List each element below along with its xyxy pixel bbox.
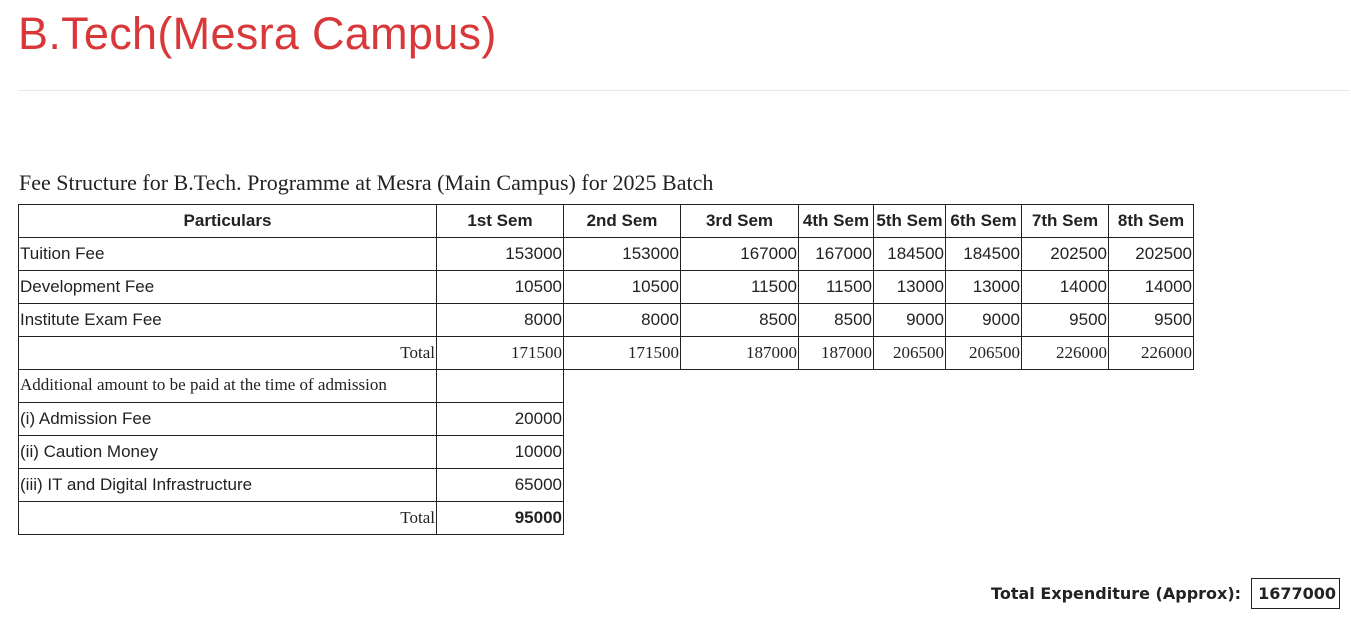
header-sem-8: 8th Sem xyxy=(1109,205,1194,238)
row-label: (ii) Caution Money xyxy=(19,436,437,469)
total-expenditure-label: Total Expenditure (Approx): xyxy=(991,584,1242,603)
blank-area xyxy=(564,469,1194,502)
total-value: 171500 xyxy=(564,337,681,370)
cell-value: 153000 xyxy=(564,238,681,271)
cell-value: 8500 xyxy=(799,304,874,337)
total-expenditure-value: 1677000 xyxy=(1251,578,1340,609)
cell-value: 8000 xyxy=(437,304,564,337)
blank-area xyxy=(564,436,1194,469)
cell-value: 9500 xyxy=(1022,304,1109,337)
cell-value: 167000 xyxy=(681,238,799,271)
cell-value: 202500 xyxy=(1109,238,1194,271)
cell-value: 9000 xyxy=(946,304,1022,337)
cell-value: 14000 xyxy=(1022,271,1109,304)
cell-value: 14000 xyxy=(1109,271,1194,304)
cell-value: 20000 xyxy=(437,403,564,436)
table-row-total xyxy=(19,337,1194,370)
total-value: 187000 xyxy=(681,337,799,370)
header-sem-1: 1st Sem xyxy=(437,205,564,238)
total-expenditure xyxy=(991,578,1340,609)
row-label: (i) Admission Fee xyxy=(19,403,437,436)
row-label: Development Fee xyxy=(19,271,437,304)
total-value: 226000 xyxy=(1022,337,1109,370)
cell-value: 8500 xyxy=(681,304,799,337)
additional-amount-label: Additional amount to be paid at the time of admission xyxy=(19,370,437,403)
total-value: 226000 xyxy=(1109,337,1194,370)
row-label: Tuition Fee xyxy=(19,238,437,271)
header-sem-5: 5th Sem xyxy=(874,205,946,238)
cell-value: 13000 xyxy=(874,271,946,304)
table-row-additional-heading xyxy=(19,370,1194,403)
cell-value: 11500 xyxy=(681,271,799,304)
cell-value: 10500 xyxy=(437,271,564,304)
table-row-caution-money xyxy=(19,436,1194,469)
total-label: Total xyxy=(19,502,437,535)
table-row-admission-fee xyxy=(19,403,1194,436)
cell-value: 8000 xyxy=(564,304,681,337)
fee-structure-table xyxy=(18,204,1194,535)
title-divider xyxy=(18,90,1350,91)
cell-value: 184500 xyxy=(874,238,946,271)
total-label: Total xyxy=(19,337,437,370)
total-value: 95000 xyxy=(437,502,564,535)
cell-value: 11500 xyxy=(799,271,874,304)
header-sem-4: 4th Sem xyxy=(799,205,874,238)
row-label: Institute Exam Fee xyxy=(19,304,437,337)
table-row-it-infrastructure xyxy=(19,469,1194,502)
table-row-tuition-fee xyxy=(19,238,1194,271)
table-caption: Fee Structure for B.Tech. Programme at Mesra (Main Campus) for 2025 Batch xyxy=(19,170,714,195)
header-sem-2: 2nd Sem xyxy=(564,205,681,238)
header-sem-3: 3rd Sem xyxy=(681,205,799,238)
blank-area xyxy=(564,370,1194,403)
header-sem-7: 7th Sem xyxy=(1022,205,1109,238)
table-row-development-fee xyxy=(19,271,1194,304)
header-sem-6: 6th Sem xyxy=(946,205,1022,238)
cell-value: 167000 xyxy=(799,238,874,271)
page-title: B.Tech(Mesra Campus) xyxy=(18,8,497,59)
header-particulars: Particulars xyxy=(19,205,437,238)
cell-value: 9000 xyxy=(874,304,946,337)
cell-value: 65000 xyxy=(437,469,564,502)
table-row-exam-fee xyxy=(19,304,1194,337)
blank-area xyxy=(564,403,1194,436)
total-value: 206500 xyxy=(946,337,1022,370)
cell-value: 13000 xyxy=(946,271,1022,304)
table-header-row xyxy=(19,205,1194,238)
cell-value: 202500 xyxy=(1022,238,1109,271)
row-label: (iii) IT and Digital Infrastructure xyxy=(19,469,437,502)
cell-value: 10000 xyxy=(437,436,564,469)
cell-value: 9500 xyxy=(1109,304,1194,337)
cell-value: 153000 xyxy=(437,238,564,271)
total-value: 187000 xyxy=(799,337,874,370)
total-value: 206500 xyxy=(874,337,946,370)
cell-value: 184500 xyxy=(946,238,1022,271)
table-row-additional-total xyxy=(19,502,1194,535)
cell-value: 10500 xyxy=(564,271,681,304)
cell-empty xyxy=(437,370,564,403)
total-value: 171500 xyxy=(437,337,564,370)
blank-area xyxy=(564,502,1194,535)
